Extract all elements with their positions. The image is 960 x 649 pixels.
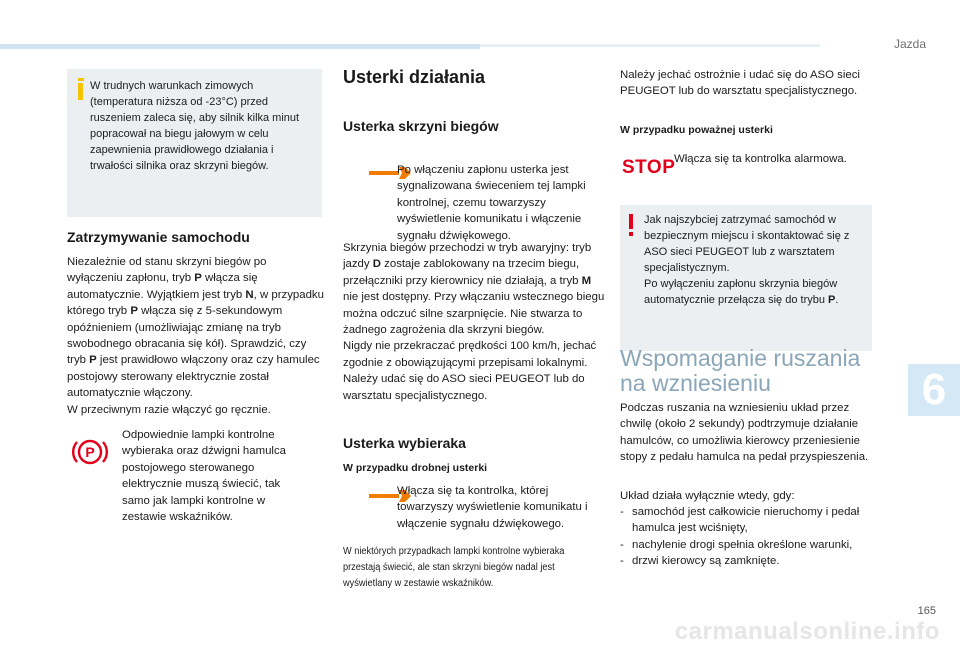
hill-start-paragraph: Podczas ruszania na wzniesieniu układ przez chwilę (około 2 sekundy) podtrzymuje działanie hamulców, co umożliwia kierowcy przeniesienie stopy z pedału hamulca na pedał przyspieszenia.	[620, 402, 869, 464]
warning-box-text: Jak najszybciej zatrzymać samochód w bezpiecznym miejscu i skontaktować się z ASO sieci PEUGEOT lub z warsztatem specjalistycznym. Po wyłączeniu zapłonu skrzynia biegów automatycznie przełącza się do trybu P.	[644, 214, 850, 306]
selector-fault-indicator-text: Włącza się ta kontrolka, której towarzyszy wyświetlenie komunikatu i włączenie sygnału dźwiękowego.	[397, 485, 588, 530]
hill-start-conditions-intro: Układ działa wyłącznie wtedy, gdy:	[620, 490, 795, 502]
list-item: - samochód jest całkowicie nieruchomy i pedał hamulca jest wciśnięty,	[620, 504, 886, 537]
hill-start-conditions-list	[620, 504, 886, 570]
list-item: - nachylenie drogi spełnia określone warunki,	[620, 537, 886, 553]
warning-icon	[628, 214, 636, 236]
selector-note: W niektórych przypadkach lampki kontrolne wybieraka przestają świecić, ale stan skrzyni biegów nadal jest wyświetlany w zestawie wskaźników.	[343, 546, 565, 589]
heading-major-fault: W przypadku poważnej usterki	[620, 124, 773, 136]
stop-icon: STOP	[622, 157, 676, 178]
drive-carefully-text: Należy jechać ostrożnie i udać się do ASO sieci PEUGEOT lub do warsztatu specjalistycznego.	[620, 69, 860, 98]
footer-watermark: carmanualsonline.info	[674, 618, 940, 645]
page-number: 165	[917, 605, 936, 617]
list-item: - drzwi kierowcy są zamknięte.	[620, 553, 886, 569]
header-accent-bar	[0, 44, 480, 49]
gearbox-fault-paragraph: Skrzynia biegów przechodzi w tryb awaryjny: tryb jazdy D zostaje zablokowany na trzecim biegu, przełączniki przy kierownicy nie działają, a tryb M nie jest dostępny. Przy włączaniu wstecznego biegu można odczuć silne szarpnięcie. Nie stwarza to żadnego zagrożenia dla skrzyni biegów. Nigdy nie przekraczać prędkości 100 km/h, jechać zgodnie z obowiązującymi przepisami lokalnymi. Należy udać się do ASO sieci PEUGEOT lub do warsztatu specjalistycznego.	[343, 242, 605, 402]
header-accent-bar-light	[480, 44, 820, 47]
info-icon	[75, 78, 87, 100]
heading-gearbox-fault: Usterka skrzyni biegów	[343, 118, 499, 134]
warning-box-stop	[620, 205, 872, 351]
stop-indicator-text: Włącza się ta kontrolka alarmowa.	[674, 153, 847, 165]
stopping-paragraph: Niezależnie od stanu skrzyni biegów po wyłączeniu zapłonu, tryb P włącza się automatycznie. Wyjątkiem jest tryb N, w przypadku którego tryb P włącza się z 5-sekundowym opóźnieniem (umożliwiając zmianę na tryb swobodnego obracania się kół). Sprawdzić, czy tryb P jest prawidłowo włączony oraz czy hamulec postojowy sterowany elektrycznie został automatycznie włączony. W przeciwnym razie włączyć go ręcznie.	[67, 256, 324, 416]
chapter-tab: 6	[908, 364, 960, 416]
heading-malfunctions: Usterki działania	[343, 67, 486, 87]
gearbox-fault-indicator-text: Po włączeniu zapłonu usterka jest sygnalizowana świeceniem tej lampki kontrolnej, czemu towarzyszy wyświetlenie komunikatu i włączenie sygnału dźwiękowego.	[397, 164, 586, 242]
parking-icon-letter: P	[85, 444, 95, 460]
parking-brake-icon	[70, 432, 110, 472]
info-box-winter	[67, 69, 322, 217]
heading-stopping: Zatrzymywanie samochodu	[67, 229, 250, 245]
info-box-text: W trudnych warunkach zimowych (temperatura niższa od -23°C) przed ruszeniem zaleca się, aby silnik kilka minut popracował na biegu jałowym w celu zapewnienia prawidłowego działania i trwałości silnika oraz skrzyni biegów.	[90, 80, 300, 172]
heading-hill-start-assist: Wspomaganie ruszania na wzniesieniu	[620, 345, 861, 396]
heading-selector-fault: Usterka wybieraka	[343, 435, 466, 451]
section-title: Jazda	[893, 37, 926, 51]
parking-indicator-text: Odpowiednie lampki kontrolne wybieraka oraz dźwigni hamulca postojowego sterowanego elektrycznie muszą świecić, tak samo jak lampki kontrolne w zestawie wskaźników.	[122, 429, 286, 524]
heading-minor-fault: W przypadku drobnej usterki	[343, 462, 488, 474]
